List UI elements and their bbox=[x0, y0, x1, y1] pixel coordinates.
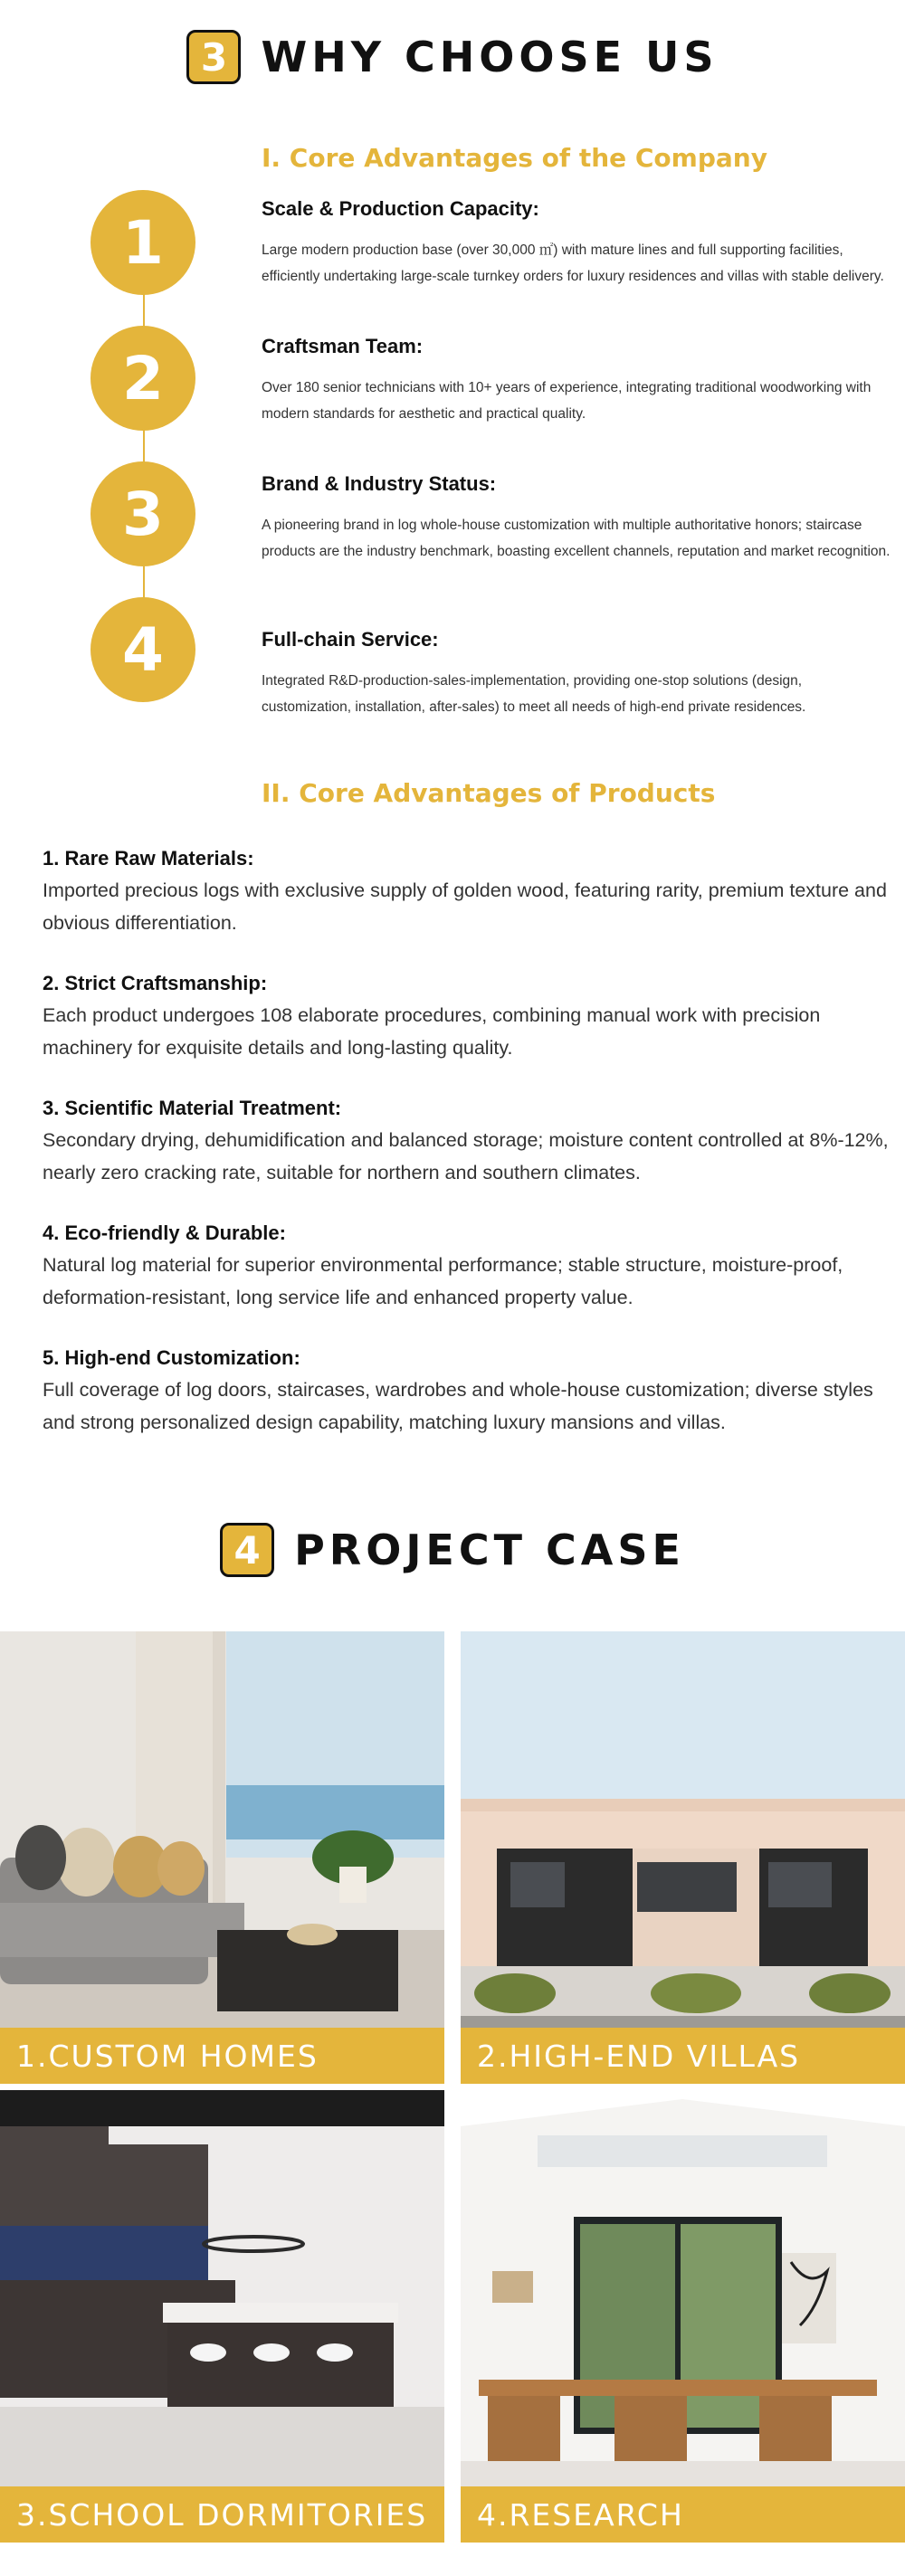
product-advantage-body: Natural log material for superior environmental performance; stable structure, moisture-proof, deformation-resistant, long service life and enhanced property value. bbox=[43, 1254, 843, 1308]
product-advantage-heading: 3. Scientific Material Treatment: bbox=[43, 1097, 342, 1119]
why-choose-us-header bbox=[0, 25, 905, 89]
advantage-number-circle: 4 bbox=[90, 597, 195, 702]
kitchen-photo bbox=[0, 2090, 444, 2536]
project-card-high-end-villas[interactable] bbox=[461, 1631, 905, 2084]
project-caption: 2.HIGH-END VILLAS bbox=[461, 2028, 905, 2084]
product-advantages-list bbox=[43, 843, 893, 1468]
section-title: WHY CHOOSE US bbox=[261, 33, 719, 81]
product-advantage-heading: 5. High-end Customization: bbox=[43, 1346, 300, 1369]
villa-exterior-photo bbox=[461, 1631, 905, 2084]
dining-room-photo bbox=[461, 2090, 905, 2536]
advantage-number-circle: 1 bbox=[90, 190, 195, 295]
living-room-photo bbox=[0, 1631, 444, 2084]
advantage-body: Over 180 senior technicians with 10+ years of experience, integrating traditional woodworking with modern standards for aesthetic and practical quality. bbox=[262, 380, 872, 422]
product-advantage-heading: 4. Eco-friendly & Durable: bbox=[43, 1221, 286, 1244]
product-advantage-body: Imported precious logs with exclusive supply of golden wood, featuring rarity, premium texture and obvious differentiation. bbox=[43, 879, 887, 934]
project-caption: 3.SCHOOL DORMITORIES bbox=[0, 2486, 444, 2543]
advantage-heading: Brand & Industry Status: bbox=[262, 472, 497, 495]
advantage-heading: Craftsman Team: bbox=[262, 335, 424, 357]
project-card-school-dormitories[interactable] bbox=[0, 2090, 444, 2543]
advantage-heading: Scale & Production Capacity: bbox=[262, 197, 539, 220]
advantage-body: Large modern production base (over 30,000 ㎡) with mature lines and full supporting facilities, efficiently undertaking large-scale turnkey orders for luxury residences and villas with stable delivery. bbox=[262, 242, 884, 284]
advantage-body: Integrated R&D-production-sales-implementation, providing one-stop solutions (design, customization, installation, after-sales) to meet all needs of high-end private residences. bbox=[262, 673, 806, 715]
section-number-badge: 4 bbox=[220, 1523, 274, 1577]
advantage-number-circle: 3 bbox=[90, 461, 195, 566]
timeline-connector bbox=[143, 244, 145, 651]
advantage-number-circle: 2 bbox=[90, 326, 195, 431]
product-advantage-heading: 2. Strict Craftsmanship: bbox=[43, 972, 268, 994]
advantage-body: A pioneering brand in log whole-house customization with multiple authoritative honors; staircase products are the industry benchmark, boasting excellent channels, reputation and market recognition. bbox=[262, 518, 891, 559]
project-caption: 1.CUSTOM HOMES bbox=[0, 2028, 444, 2084]
project-card-research[interactable] bbox=[461, 2090, 905, 2543]
section-number-badge: 3 bbox=[186, 30, 241, 84]
product-advantage-body: Full coverage of log doors, staircases, wardrobes and whole-house customization; diverse styles and strong personalized design capability, matching luxury mansions and villas. bbox=[43, 1379, 873, 1433]
project-case-header bbox=[0, 1518, 905, 1582]
product-advantage-item bbox=[43, 843, 893, 939]
company-advantages-timeline bbox=[90, 190, 891, 733]
product-advantage-item bbox=[43, 1218, 893, 1314]
project-card-custom-homes[interactable] bbox=[0, 1631, 444, 2084]
product-advantage-item bbox=[43, 1343, 893, 1439]
advantage-heading: Full-chain Service: bbox=[262, 628, 439, 651]
product-advantage-item bbox=[43, 1093, 893, 1189]
product-advantage-item bbox=[43, 968, 893, 1064]
product-advantage-heading: 1. Rare Raw Materials: bbox=[43, 847, 254, 870]
project-gallery bbox=[0, 1631, 905, 2536]
product-advantage-body: Each product undergoes 108 elaborate procedures, combining manual work with precision machinery for exquisite details and long-lasting quality. bbox=[43, 1004, 821, 1059]
project-caption: 4.RESEARCH bbox=[461, 2486, 905, 2543]
product-advantage-body: Secondary drying, dehumidification and balanced storage; moisture content controlled at 8%-12%, nearly zero cracking rate, suitable for northern and southern climates. bbox=[43, 1129, 889, 1183]
section-title: PROJECT CASE bbox=[294, 1526, 685, 1574]
company-advantages-title: I. Core Advantages of the Company bbox=[262, 143, 767, 173]
product-advantages-title: II. Core Advantages of Products bbox=[262, 778, 716, 808]
